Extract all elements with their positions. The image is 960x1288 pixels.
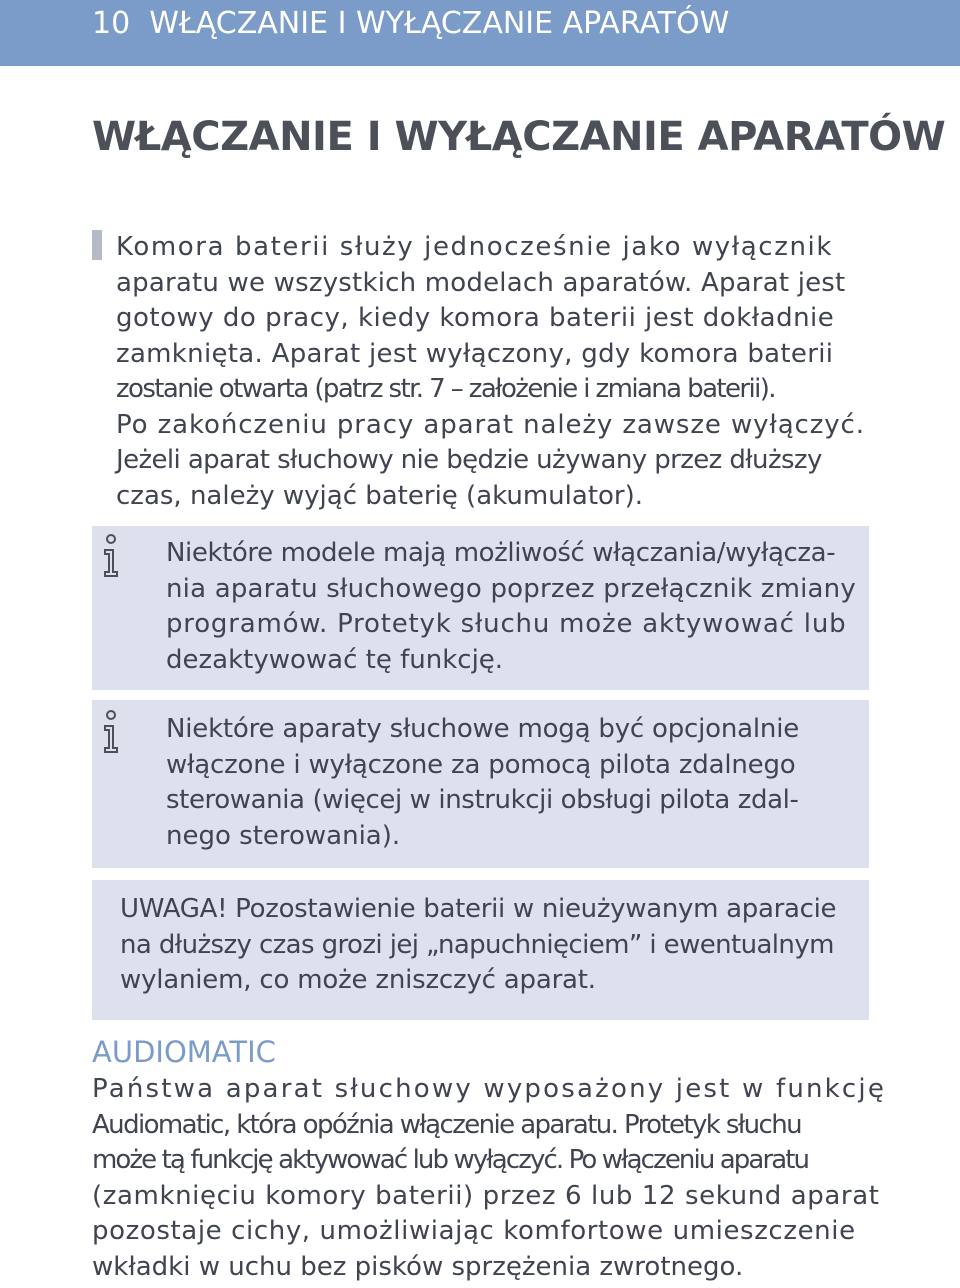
paragraph-marker xyxy=(92,230,102,260)
audiomatic-line: (zamknięciu komory baterii) przez 6 lub 12 sekund aparat xyxy=(92,1180,880,1211)
intro-line: zamknięta. Aparat jest wyłączony, gdy komora baterii xyxy=(116,338,834,369)
note-line: programów. Protetyk słuchu może aktywować lub xyxy=(166,609,847,639)
intro-line: gotowy do pracy, kiedy komora baterii jest dokładnie xyxy=(116,303,835,333)
info-note-text xyxy=(166,536,856,678)
info-note-text xyxy=(166,712,799,854)
running-title: WŁĄCZANIE I WYŁĄCZANIE APARATÓW xyxy=(149,6,730,41)
info-note xyxy=(92,700,869,868)
audiomatic-line: Audiomatic, która opóźnia włączenie aparatu. Protetyk słuchu xyxy=(92,1109,801,1140)
info-note xyxy=(92,526,869,690)
audiomatic-paragraph xyxy=(92,1072,887,1285)
note-line: nego sterowania). xyxy=(166,820,401,851)
intro-line: czas, należy wyjąć baterię (akumulator). xyxy=(116,480,644,511)
audiomatic-line: może tą funkcję aktywować lub wyłączyć. Po włączeniu aparatu xyxy=(92,1145,809,1175)
info-icon xyxy=(102,710,120,754)
running-header-text xyxy=(92,6,729,42)
audiomatic-line: wkładki w uchu bez pisków sprzężenia zwrotnego. xyxy=(92,1251,744,1282)
intro-line: Komora baterii służy jednocześnie jako wyłącznik xyxy=(116,232,834,262)
note-line: Niektóre aparaty słuchowe mogą być opcjonalnie xyxy=(166,714,800,744)
intro-line: Jeżeli aparat słuchowy nie będzie używany przez dłuższy xyxy=(116,445,822,475)
warning-line: wylaniem, co może zniszczyć aparat. xyxy=(120,965,596,995)
note-line: sterowania (więcej w instrukcji obsługi pilota zdal- xyxy=(166,785,799,815)
note-line: dezaktywować tę funkcję. xyxy=(166,644,504,675)
page-title: WŁĄCZANIE I WYŁĄCZANIE APARATÓW xyxy=(92,114,946,160)
intro-line: zostanie otwarta (patrz str. 7 – założenie i zmiana baterii). xyxy=(116,374,775,404)
warning-note xyxy=(92,880,869,1020)
warning-line: UWAGA! Pozostawienie baterii w nieużywanym aparacie xyxy=(120,894,837,924)
intro-line: aparatu we wszystkich modelach aparatów. Aparat jest xyxy=(116,267,846,298)
note-line: Niektóre modele mają możliwość włączania/wyłącza- xyxy=(166,538,836,568)
note-line: włączone i wyłączone za pomocą pilota zdalnego xyxy=(166,749,796,780)
page-number: 10 xyxy=(92,6,131,41)
section-heading-audiomatic: AUDIOMATIC xyxy=(92,1035,276,1069)
warning-line: na dłuższy czas grozi jej „napuchnięciem” i ewentualnym xyxy=(120,929,834,960)
note-line: nia aparatu słuchowego poprzez przełącznik zmiany xyxy=(166,573,856,604)
audiomatic-line: pozostaje cichy, umożliwiając komfortowe umieszczenie xyxy=(92,1216,856,1246)
audiomatic-line: Państwa aparat słuchowy wyposażony jest w funkcję xyxy=(92,1074,887,1104)
info-icon xyxy=(102,534,120,578)
running-header xyxy=(0,0,960,66)
warning-text xyxy=(120,892,836,999)
intro-paragraph xyxy=(116,230,876,514)
intro-line: Po zakończeniu pracy aparat należy zawsze wyłączyć. xyxy=(116,409,865,440)
